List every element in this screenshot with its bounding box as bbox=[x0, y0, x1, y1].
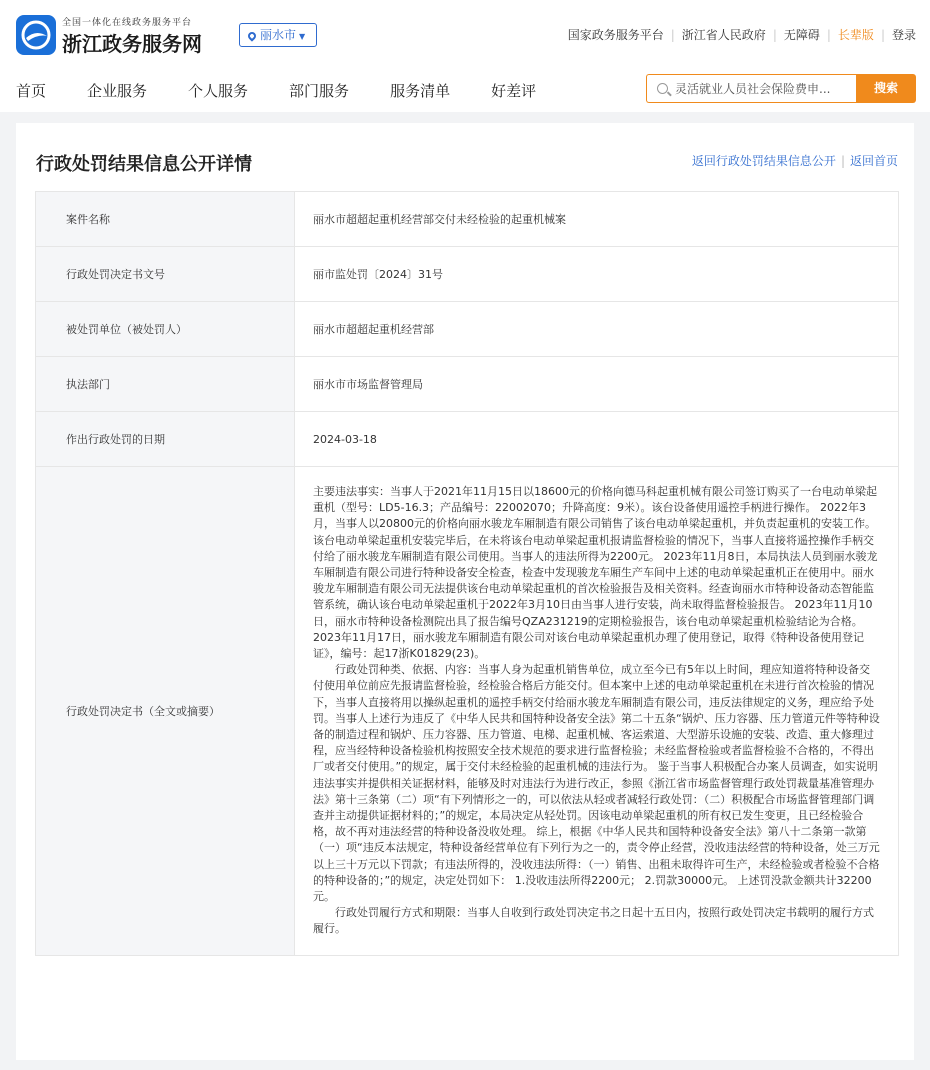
doc-number-value: 丽市监处罚〔2024〕31号 bbox=[295, 247, 899, 302]
link-login[interactable]: 登录 bbox=[891, 28, 916, 42]
fulltext-value bbox=[295, 467, 899, 956]
date-value: 2024-03-18 bbox=[295, 412, 899, 467]
back-to-home-link[interactable]: 返回首页 bbox=[849, 154, 898, 168]
party-value: 丽水市超超起重机经营部 bbox=[295, 302, 899, 357]
top-links bbox=[568, 26, 916, 43]
content-card bbox=[16, 123, 914, 1060]
back-links bbox=[692, 152, 898, 169]
page-title: 行政处罚结果信息公开详情 bbox=[36, 154, 252, 175]
site-logo[interactable] bbox=[16, 15, 56, 55]
brand-name[interactable]: 浙江政务服务网 bbox=[62, 32, 202, 56]
fulltext-paragraph-penalty: 行政处罚种类、依据、内容：当事人身为起重机销售单位，成立至今已有5年以上时间，理应知道将特种设备交付使用单位前应先报请监督检验，经检验合格后方能交付。但本案中上述的电动单梁起重机在未进行首次检验的情况下，当事人直接将用以操纵起重机的遥控手柄交付给丽水骏龙车厢制造有限公司，违反法律规定的义务，理应给予处罚。当事人上述行为违反了《中华人民共和国特种设备安全法》第二十五条“锅炉、压力容器、压力管道元件等特种设备的制造过程和锅炉、压力容器、压力管道、电梯、起重机械、客运索道、大型游乐设施的安装、改造、重大修理过程，应当经特种设备检验机构按照安全技术规范的要求进行监督检验；未经监督检验或者监督检验不合格的，不得出厂或者交付使用。”的规定，属于交付未经检验的起重机械的违法行为。 鉴于当事人积极配合办案人员调查，如实说明违法事实并提供相关证据材料，能够及时对违法行为进行改正，参照《浙江省市场监督管理行政处罚裁量基准管理办法》第十三条第（二）项“有下列情形之一的，可以依法从轻或者减轻行政处罚：（二）积极配合市场监督管理部门调查并主动提供证据材料的；”的规定，本局决定从轻处罚。因该电动单梁起重机的所有权已发生变更，且已经检验合格，故不再对违法经营的特种设备没收处理。 综上，根据《中华人民共和国特种设备安全法》第八十二条第一款第（一）项“违反本法规定，特种设备经营单位有下列行为之一的，责令停止经营，没收违法经营的特种设备，处三万元以上三十万元以下罚款；有违法所得的，没收违法所得：（一）销售、出租未取得许可生产，未经检验或者检验不合格的特种设备的；”的规定，决定处罚如下： 1.没收违法所得2200元； 2.罚款30000元。 上述罚没款金额共计32200元。 bbox=[313, 663, 880, 904]
fulltext-label: 行政处罚决定书（全文或摘要） bbox=[36, 467, 295, 956]
back-to-list-link[interactable]: 返回行政处罚结果信息公开 bbox=[691, 154, 836, 168]
link-national-platform[interactable]: 国家政务服务平台 bbox=[567, 28, 664, 42]
department-label: 执法部门 bbox=[36, 357, 295, 412]
logo-icon bbox=[20, 19, 52, 51]
divider: | bbox=[772, 28, 777, 42]
department-value: 丽水市市场监督管理局 bbox=[295, 357, 899, 412]
table-row bbox=[36, 467, 899, 956]
table-row bbox=[36, 192, 899, 247]
nav-feedback[interactable]: 好差评 bbox=[491, 82, 537, 100]
detail-table bbox=[35, 191, 899, 956]
link-accessibility[interactable]: 无障碍 bbox=[783, 28, 820, 42]
search-icon bbox=[657, 83, 668, 94]
divider: | bbox=[826, 28, 831, 42]
nav-home[interactable]: 首页 bbox=[16, 82, 47, 100]
fulltext-paragraph-facts: 主要违法事实：当事人于2021年11月15日以18600元的价格向德马科起重机械有限公司签订购买了一台电动单梁起重机（型号：LD5-16.3；产品编号：22002070；升降高度：9米）。该台设备使用遥控手柄进行操作。 2022年3月，当事人以20800元的价格向丽水骏龙车厢制造有限公司销售了该台电动单梁起重机，并负责起重机的安装工作。该台电动单梁起重机安装完毕后，在未将该台电动单梁起重机报请监督检验的情况下，当事人直接将遥控操作手柄交付给了丽水骏龙车厢制造有限公司使用。当事人的违法所得为2200元。 2023年11月8日，本局执法人员到丽水骏龙车厢制造有限公司进行特种设备安全检查，检查中发现骏龙车厢生产车间中上述的电动单梁起重机正在使用中。丽水骏龙车厢制造有限公司无法提供该台电动单梁起重机的首次检验报告及相关资料。经查询丽水市特种设备动态智能监管系统，确认该台电动单梁起重机于2022年3月10日由当事人进行安装，尚未取得监督检验报告。 2023年11月10日，丽水市特种设备检测院出具了报告编号QZA231219的定期检验报告，该台电动单梁起重机检验结论为合格。 2023年11月17日，丽水骏龙车厢制造有限公司对该台电动单梁起重机办理了使用登记，取得《特种设备使用登记证》，编号：起17浙K01829(23)。 bbox=[313, 485, 878, 661]
brand-subtitle: 全国一体化在线政务服务平台 bbox=[62, 18, 193, 28]
search-box bbox=[646, 74, 856, 103]
divider: | bbox=[840, 154, 845, 168]
divider: | bbox=[670, 28, 675, 42]
nav-department-services[interactable]: 部门服务 bbox=[289, 82, 350, 100]
search-button[interactable]: 搜索 bbox=[856, 74, 916, 103]
city-label: 丽水市 bbox=[260, 28, 297, 42]
doc-number-label: 行政处罚决定书文号 bbox=[36, 247, 295, 302]
case-name-value: 丽水市超超起重机经营部交付未经检验的起重机械案 bbox=[295, 192, 899, 247]
party-label: 被处罚单位（被处罚人） bbox=[36, 302, 295, 357]
table-row bbox=[36, 247, 899, 302]
fulltext-paragraph-execution: 行政处罚履行方式和期限：当事人自收到行政处罚决定书之日起十五日内，按照行政处罚决定书载明的履行方式履行。 bbox=[313, 906, 874, 936]
search-input[interactable] bbox=[675, 75, 853, 102]
nav-service-list[interactable]: 服务清单 bbox=[390, 82, 451, 100]
link-provincial-government[interactable]: 浙江省人民政府 bbox=[681, 28, 766, 42]
table-row bbox=[36, 302, 899, 357]
divider: | bbox=[880, 28, 885, 42]
nav-enterprise-services[interactable]: 企业服务 bbox=[87, 82, 148, 100]
main-nav bbox=[16, 80, 577, 101]
table-row bbox=[36, 412, 899, 467]
city-selector[interactable] bbox=[239, 23, 317, 47]
table-row bbox=[36, 357, 899, 412]
location-pin-icon bbox=[246, 30, 257, 41]
case-name-label: 案件名称 bbox=[36, 192, 295, 247]
nav-personal-services[interactable]: 个人服务 bbox=[188, 82, 249, 100]
date-label: 作出行政处罚的日期 bbox=[36, 412, 295, 467]
caret-down-icon: ▼ bbox=[299, 32, 306, 41]
top-header bbox=[0, 0, 930, 112]
link-elder-version[interactable]: 长辈版 bbox=[837, 28, 874, 42]
